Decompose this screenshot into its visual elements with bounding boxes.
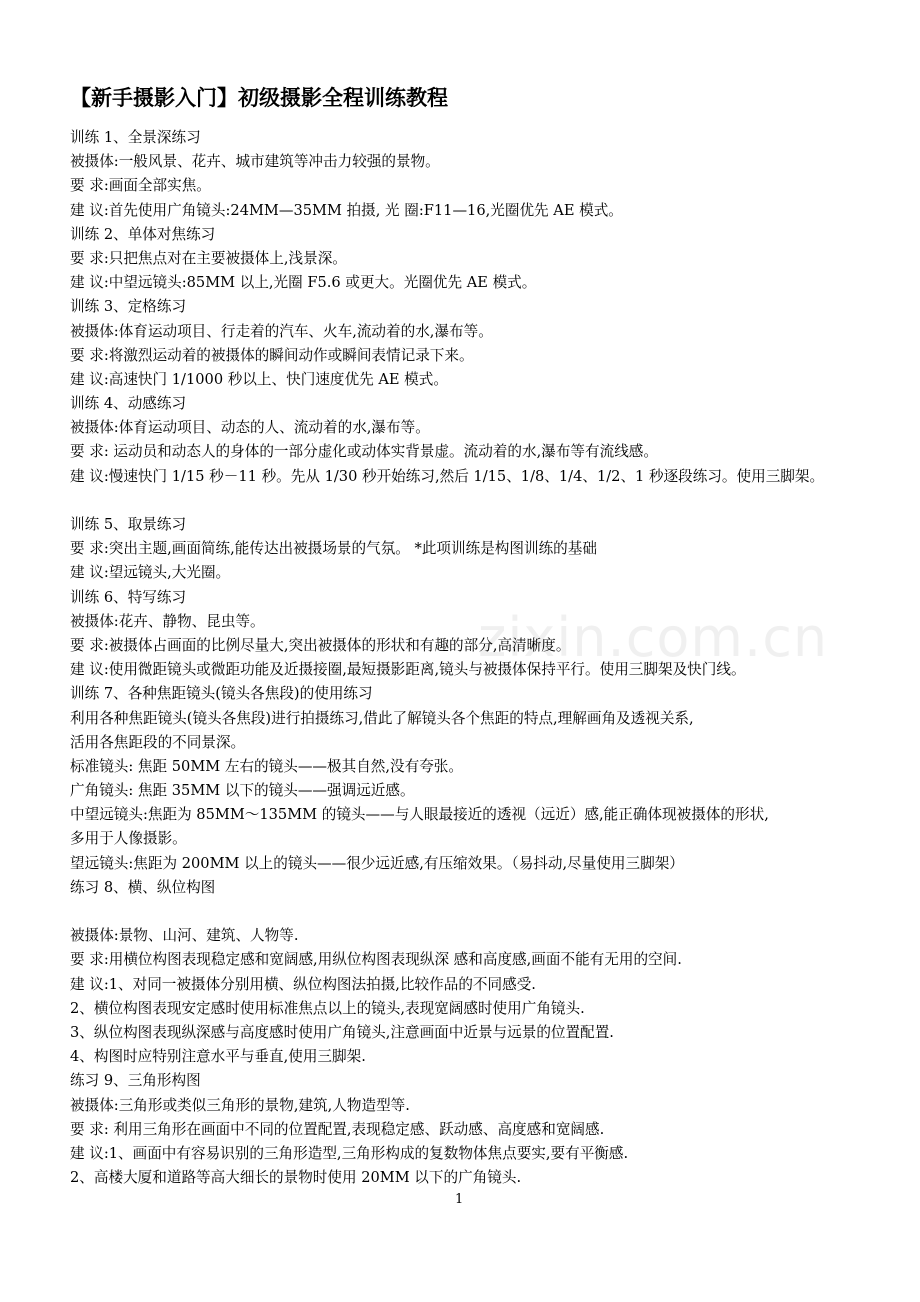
text-line-t9-requirement: 要 求: 利用三角形在画面中不同的位置配置,表现稳定感、跃动感、高度感和宽阔感. [70, 1120, 605, 1138]
text-line-t7-mid-tele-1: 中望远镜头:焦距为 85MM～135MM 的镜头——与人眼最接近的透视（远近）感,能正确体现被摄体的形状, [70, 806, 769, 824]
text-line-t7-heading: 训练 7、各种焦距镜头(镜头各焦段)的使用练习 [70, 685, 373, 703]
text-line-t6-heading: 训练 6、特写练习 [70, 588, 187, 606]
text-line-t3-suggestion: 建 议:高速快门 1/1000 秒以上、快门速度优先 AE 模式。 [70, 370, 448, 388]
text-line-t6-suggestion: 建 议:使用微距镜头或微距功能及近摄接圈,最短摄影距离,镜头与被摄体保持平行。使用三脚架及快门线。 [70, 661, 746, 679]
text-line-t5-requirement: 要 求:突出主题,画面简练,能传达出被摄场景的气氛。 *此项训练是构图训练的基础 [70, 540, 597, 558]
text-line-t2-suggestion: 建 议:中望远镜头:85MM 以上,光圈 F5.6 或更大。光圈优先 AE 模式。 [70, 274, 537, 292]
text-line-t4-requirement: 要 求: 运动员和动态人的身体的一部分虚化或动体实背景虚。流动着的水,瀑布等有流线感。 [70, 443, 658, 461]
blank-line [70, 900, 890, 924]
text-line-t2-heading: 训练 2、单体对焦练习 [70, 225, 216, 243]
text-line-t1-requirement: 要 求:画面全部实焦。 [70, 177, 211, 195]
text-line-t8-suggestion-3: 3、纵位构图表现纵深感与高度感时使用广角镜头,注意画面中近景与远景的位置配置. [70, 1023, 614, 1041]
text-line-t7-mid-tele-2: 多用于人像摄影。 [70, 830, 187, 848]
text-line-t7-intro-2: 活用各焦距段的不同景深。 [70, 733, 246, 751]
blank-line [70, 489, 890, 513]
text-line-t8-requirement: 要 求:用横位构图表现稳定感和宽阔感,用纵位构图表现纵深 感和高度感,画面不能有无用的空间. [70, 951, 682, 969]
text-line-t4-subject: 被摄体:体育运动项目、动态的人、流动着的水,瀑布等。 [70, 419, 430, 437]
text-line-t7-tele: 望远镜头:焦距为 200MM 以上的镜头——很少远近感,有压缩效果。（易抖动,尽量使用三脚架） [70, 854, 684, 872]
text-line-t3-requirement: 要 求:将激烈运动着的被摄体的瞬间动作或瞬间表情记录下来。 [70, 346, 474, 364]
text-line-t1-suggestion: 建 议:首先使用广角镜头:24MM—35MM 拍摄, 光 圈:F11—16,光圈优先 AE 模式。 [70, 201, 623, 219]
text-line-t9-suggestion-1: 建 议:1、画面中有容易识别的三角形造型,三角形构成的复数物体焦点要实,要有平衡感. [70, 1144, 629, 1162]
text-line-t7-intro-1: 利用各种焦距镜头(镜头各焦段)进行拍摄练习,借此了解镜头各个焦距的特点,理解画角及透视关系, [70, 709, 694, 727]
text-line-t9-heading: 练习 9、三角形构图 [70, 1072, 201, 1090]
text-line-t6-requirement: 要 求:被摄体占画面的比例尽量大,突出被摄体的形状和有趣的部分,高清晰度。 [70, 636, 571, 654]
text-line-t1-heading: 训练 1、全景深练习 [70, 129, 201, 146]
document-title: 【新手摄影入门】初级摄影全程训练教程 [70, 86, 448, 110]
text-line-t4-suggestion: 建 议:慢速快门 1/15 秒－11 秒。先从 1/30 秒开始练习,然后 1/15、1/8、1/4、1/2、1 秒逐段练习。使用三脚架。 [70, 467, 825, 485]
text-line-t6-subject: 被摄体:花卉、静物、昆虫等。 [70, 612, 265, 630]
text-line-t9-subject: 被摄体:三角形或类似三角形的景物,建筑,人物造型等. [70, 1096, 410, 1114]
text-line-t1-subject: 被摄体:一般风景、花卉、城市建筑等冲击力较强的景物。 [70, 153, 440, 171]
text-line-t7-standard: 标准镜头: 焦距 50MM 左右的镜头——极其自然,没有夸张。 [70, 757, 463, 775]
text-line-t7-wide: 广角镜头: 焦距 35MM 以下的镜头——强调远近感。 [70, 782, 415, 800]
text-line-t5-suggestion: 建 议:望远镜头,大光圈。 [70, 564, 231, 582]
page-number: 1 [455, 1192, 464, 1207]
text-line-t3-heading: 训练 3、定格练习 [70, 298, 187, 316]
text-line-t3-subject: 被摄体:体育运动项目、行走着的汽车、火车,流动着的水,瀑布等。 [70, 322, 493, 340]
text-line-t8-suggestion-1: 建 议:1、对同一被摄体分别用横、纵位构图法拍摄,比较作品的不同感受. [70, 975, 536, 993]
text-line-t9-suggestion-2: 2、高楼大厦和道路等高大细长的景物时使用 20MM 以下的广角镜头. [70, 1169, 522, 1187]
text-line-t2-requirement: 要 求:只把焦点对在主要被摄体上,浅景深。 [70, 249, 347, 267]
watermark-text: zixin.com.cn [478, 606, 829, 669]
text-line-t8-heading: 练习 8、横、纵位构图 [70, 878, 216, 896]
text-line-t8-suggestion-4: 4、构图时应特别注意水平与垂直,使用三脚架. [70, 1048, 366, 1066]
text-line-t8-subject: 被摄体:景物、山河、建筑、人物等. [70, 927, 299, 945]
text-line-t5-heading: 训练 5、取景练习 [70, 516, 187, 533]
text-line-t8-suggestion-2: 2、横位构图表现安定感时使用标准焦点以上的镜头,表现宽阔感时使用广角镜头. [70, 999, 585, 1017]
text-line-t4-heading: 训练 4、动感练习 [70, 395, 187, 413]
